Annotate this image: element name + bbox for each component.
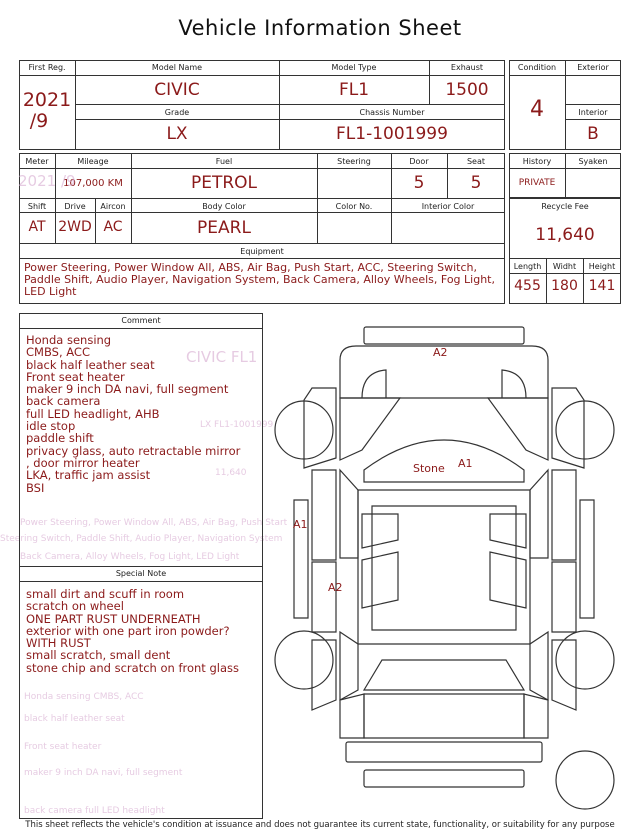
comment-line: full LED headlight, AHB xyxy=(26,406,160,421)
hood-panel xyxy=(340,346,548,398)
interior-label: Interior xyxy=(578,108,608,117)
special-note-label: Special Note xyxy=(115,569,167,578)
exterior-label: Exterior xyxy=(577,63,609,72)
special-note-line: ONE PART RUST UNDERNEATH xyxy=(26,611,201,626)
comment-line: CMBS, ACC xyxy=(26,345,90,360)
right-sill xyxy=(580,500,594,618)
left-rear-fender xyxy=(312,640,336,710)
disclaimer-footer: This sheet reflects the vehicle's condition at issuance and does not guarantee its current state, functionality, or suitability for any purpose xyxy=(25,820,615,830)
damage-mark: A2 xyxy=(328,581,343,594)
rear-right-wheel xyxy=(556,631,614,689)
front-left-fender xyxy=(304,388,336,468)
front-right-lamp xyxy=(502,370,526,398)
history-value: PRIVATE xyxy=(518,178,556,188)
mileage-label: Mileage xyxy=(77,157,109,166)
left-sill xyxy=(294,500,308,618)
drive-value: 2WD xyxy=(58,219,92,235)
drive-label: Drive xyxy=(64,202,86,211)
front-right-fender xyxy=(552,388,584,468)
comment-label: Comment xyxy=(121,316,161,325)
meter-label: Meter xyxy=(25,157,49,166)
chassis-label: Chassis Number xyxy=(359,108,425,117)
comment-line: back camera xyxy=(26,394,101,409)
right-c-pillar xyxy=(530,632,548,700)
spare-wheel xyxy=(556,751,614,809)
shift-value: AT xyxy=(28,219,46,235)
front-right-wheel xyxy=(556,401,614,459)
equipment-label: Equipment xyxy=(240,247,284,256)
comment-line: Honda sensing xyxy=(26,333,112,347)
special-note-line: WITH RUST xyxy=(26,636,91,651)
left-a-pillar xyxy=(340,398,400,460)
comment-line: BSI xyxy=(26,480,45,495)
special-note-line: stone chip and scratch on front glass xyxy=(26,660,239,675)
equipment-list: Power Steering, Power Window All, ABS, Air Bag, Push Start, ACC, Steering Switch, Paddle Shift, Audio Player, Navigation System, Back Camera, Alloy Wheels, Fog Light, LED Light xyxy=(24,261,495,298)
sheet-title: Vehicle Information Sheet xyxy=(178,16,462,40)
length-value: 455 xyxy=(514,278,541,294)
right-front-door-top xyxy=(530,470,548,558)
windshield xyxy=(364,440,524,482)
front-left-lamp xyxy=(362,370,386,398)
aircon-value: AC xyxy=(103,219,123,235)
comment-line: privacy glass, auto retractable mirror xyxy=(26,443,241,458)
aircon-label: Aircon xyxy=(100,202,126,211)
condition-label: Condition xyxy=(517,63,557,72)
length-label: Length xyxy=(513,262,542,271)
comment-line: black half leather seat xyxy=(26,357,155,372)
left-rear-window xyxy=(362,552,398,608)
damage-mark: Stone xyxy=(413,462,445,475)
seat-label: Seat xyxy=(466,157,486,166)
model-name: CIVIC xyxy=(154,80,200,100)
right-rear-door xyxy=(552,562,576,632)
left-tail-lamp xyxy=(340,694,364,738)
model-type: FL1 xyxy=(338,80,370,100)
door-value: 5 xyxy=(413,173,425,193)
model-name-label: Model Name xyxy=(151,63,203,72)
interior-color-label: Interior Color xyxy=(421,202,475,211)
front-bumper xyxy=(364,327,524,344)
condition-grade: 4 xyxy=(530,97,544,122)
left-front-door xyxy=(312,470,336,560)
height-value: 141 xyxy=(588,278,616,294)
left-front-door-top xyxy=(340,470,358,558)
comment-line: , door mirror heater xyxy=(26,455,140,470)
right-front-window xyxy=(490,514,526,548)
color-no-label: Color No. xyxy=(335,202,373,211)
left-rear-door xyxy=(312,562,336,632)
comment-line: maker 9 inch DA navi, full segment xyxy=(26,382,229,397)
body-color-value: PEARL xyxy=(197,218,251,238)
history-label: History xyxy=(522,157,552,166)
door-label: Door xyxy=(409,157,429,166)
right-tail-lamp xyxy=(524,694,548,738)
recycle-label: Recycle Fee xyxy=(541,202,589,211)
special-note-line: small scratch, small dent xyxy=(26,648,171,663)
body-color-label: Body Color xyxy=(202,202,246,211)
comment-line: Front seat heater xyxy=(26,369,125,384)
comment-line: paddle shift xyxy=(26,431,94,446)
model-type-label: Model Type xyxy=(331,63,377,72)
grade-label: Grade xyxy=(164,108,190,117)
rear-left-wheel xyxy=(275,631,333,689)
left-c-pillar xyxy=(340,632,358,700)
right-front-door xyxy=(552,470,576,560)
grade: LX xyxy=(166,124,188,144)
damage-mark: A1 xyxy=(293,518,308,531)
syaken-label: Syaken xyxy=(578,157,608,166)
right-a-pillar xyxy=(488,398,548,460)
left-front-window xyxy=(362,514,398,548)
special-note-line: exterior with one part iron powder? xyxy=(26,623,230,638)
damage-mark: A1 xyxy=(458,457,473,470)
tailgate xyxy=(364,694,524,738)
rear-valance xyxy=(364,770,524,787)
right-rear-fender xyxy=(552,640,576,710)
height-label: Height xyxy=(588,262,616,271)
comment-text xyxy=(26,334,262,494)
first-reg-year: 2021 xyxy=(22,89,72,111)
comment-line: idle stop xyxy=(26,419,76,434)
front-left-wheel xyxy=(275,401,333,459)
steering-label: Steering xyxy=(337,157,371,166)
special-note-line: scratch on wheel xyxy=(26,599,124,614)
width-label: Widht xyxy=(552,262,577,271)
width-value: 180 xyxy=(551,278,578,294)
first-reg-month: /9 xyxy=(29,110,49,132)
exhaust: 1500 xyxy=(445,80,489,100)
special-note-line: small dirt and scuff in room xyxy=(26,587,185,601)
damage-mark: A2 xyxy=(433,346,448,359)
comment-line: LKA, traffic jam assist xyxy=(26,468,151,483)
special-note-text xyxy=(26,588,262,674)
fuel-value: PETROL xyxy=(190,173,258,193)
shift-label: Shift xyxy=(27,202,47,211)
recycle-value: 11,640 xyxy=(535,225,595,245)
exhaust-label: Exhaust xyxy=(450,63,484,72)
rear-bumper xyxy=(346,742,542,762)
roof-outline xyxy=(358,490,530,644)
chassis-number: FL1-1001999 xyxy=(336,124,448,144)
roof-panel xyxy=(372,506,516,630)
mileage-value: 107,000 KM xyxy=(63,178,123,189)
rear-window xyxy=(364,660,524,690)
seat-value: 5 xyxy=(470,173,482,193)
right-rear-window xyxy=(490,552,526,608)
fuel-label: Fuel xyxy=(215,157,233,166)
first-reg-label: First Reg. xyxy=(28,63,66,72)
interior-grade: B xyxy=(587,124,599,144)
